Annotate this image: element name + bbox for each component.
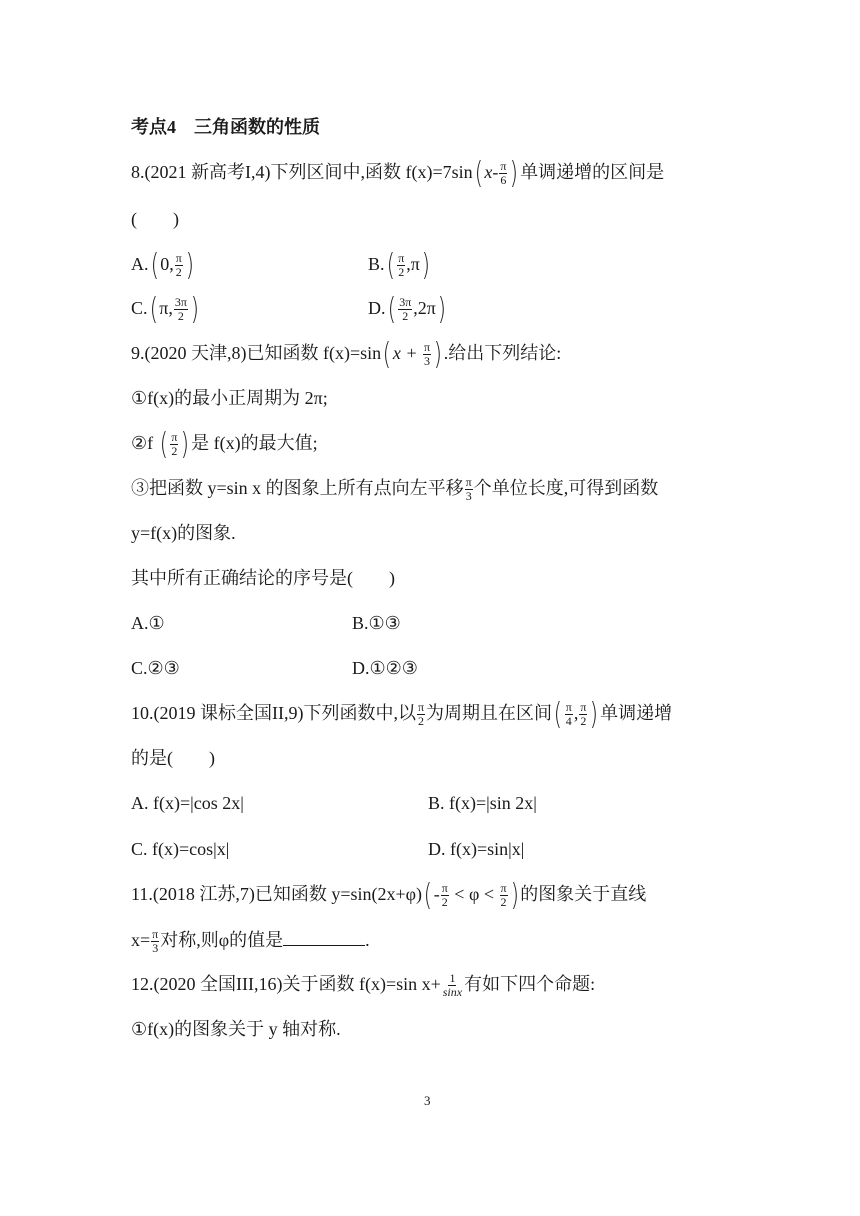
q9-statement-3: ③把函数 y=sin x 的图象上所有点向左平移 $\frac{\pi}{3}$ 个单位长度,可得到函数	[131, 475, 659, 504]
q10-option-c: C. f(x)=cos|x|	[131, 839, 230, 859]
q11-stem-cont: x= $\frac{\pi}{3}$ 对称,则φ的值是 .	[131, 927, 370, 956]
q10-option-a: A. f(x)=|cos 2x|	[131, 793, 244, 813]
q9-question: 其中所有正确结论的序号是( )	[131, 568, 395, 588]
q10-stem-cont: 的是( )	[131, 748, 215, 768]
q9-statement-2: ②f ( $\frac{\pi}{2}$ )是 f(x)的最大值;	[131, 426, 318, 462]
q11-answer-blank	[283, 927, 365, 946]
q8-option-b: B.( $\frac{\pi}{2}$ ,π)	[368, 247, 430, 283]
q8-option-a: A.(0, $\frac{\pi}{2}$ )	[131, 247, 194, 283]
q9-option-c: C.②③	[131, 658, 180, 678]
q12-statement-1: ①f(x)的图象关于 y 轴对称.	[131, 1019, 341, 1039]
q9-stem: 9.(2020 天津,8)已知函数 f(x)=sin(x + $\frac{\pi}{3}$ ).给出下列结论:	[131, 336, 562, 372]
section-heading: 考点4 三角函数的性质	[131, 117, 320, 137]
q10-stem: 10.(2019 课标全国II,9)下列函数中,以 $\frac{\pi}{2}$ 为周期且在区间( $\frac{\pi}{4}$ , $\frac{\pi}{2}$ )单调递增	[131, 696, 673, 732]
q9-statement-3-cont: y=f(x)的图象.	[131, 523, 236, 543]
q9-statement-1: ①f(x)的最小正周期为 2π;	[131, 388, 328, 408]
q9-option-d: D.①②③	[352, 658, 418, 678]
q8-answer-blank: ( )	[131, 209, 179, 229]
q9-option-b: B.①③	[352, 613, 401, 633]
q8-option-d: D.( $\frac{3\pi}{2}$ ,2π)	[368, 291, 446, 327]
q8-fraction: $\frac{\pi}{6}$	[500, 159, 507, 188]
q10-option-b: B. f(x)=|sin 2x|	[428, 793, 537, 813]
q12-stem: 12.(2020 全国III,16)关于函数 f(x)=sin x+ $\frac{1}{\sin x}$ 有如下四个命题:	[131, 971, 596, 1000]
q8-option-c: C.(π, $\frac{3\pi}{2}$ )	[131, 291, 199, 327]
q11-stem: 11.(2018 江苏,7)已知函数 y=sin(2x+φ)(- $\frac{\pi}{2}$ < φ < $\frac{\pi}{2}$ )的图象关于直线	[131, 877, 647, 913]
q10-option-d: D. f(x)=sin|x|	[428, 839, 525, 859]
page-number: 3	[424, 1093, 431, 1108]
q9-option-a: A.①	[131, 613, 165, 633]
q8-stem: 8.(2021 新高考I,4)下列区间中,函数 f(x)=7sin(x- $\frac{\pi}{6}$ )单调递增的区间是	[131, 155, 665, 191]
